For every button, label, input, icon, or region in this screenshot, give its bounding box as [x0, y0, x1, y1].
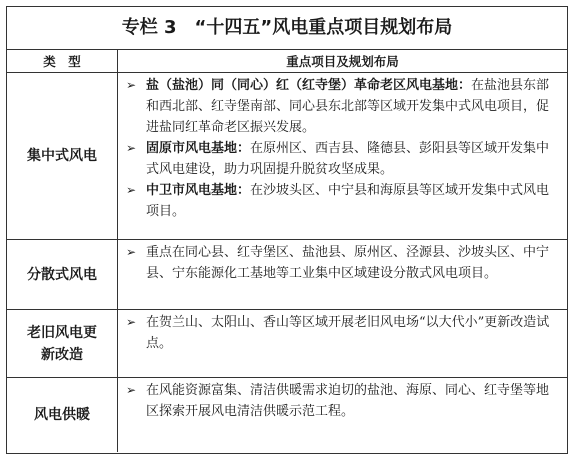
row-type-label: 老旧风电更新改造	[7, 310, 118, 378]
row-type-label: 风电供暖	[7, 378, 118, 452]
arrow-bullet-icon: ➢	[126, 245, 137, 259]
column-header-type: 类 型	[7, 50, 118, 73]
list-item	[124, 242, 561, 284]
row-type-label: 集中式风电	[7, 73, 118, 240]
item-heading: 固原市风电基地：	[146, 141, 251, 156]
table-row-centralized	[7, 73, 567, 240]
arrow-bullet-icon: ➢	[126, 383, 137, 397]
table-row-distributed	[7, 240, 567, 310]
item-text: 重点在同心县、红寺堡区、盐池县、原州区、泾源县、沙坡头区、中宁县、宁东能源化工基地等工业集中区域建设分散式风电项目。	[146, 245, 550, 281]
item-text: 在原州区、西吉县、隆德县、彭阳县等区域开发集中式风电建设，助力巩固提升脱贫攻坚成果。	[146, 141, 550, 177]
panel-title: 专栏 3 “十四五”风电重点项目规划布局	[7, 7, 567, 50]
table-header-row	[7, 50, 567, 73]
item-text: 在风能资源富集、清洁供暖需求迫切的盐池、海原、同心、红寺堡等地区探索开展风电清洁供暖示范工程。	[146, 383, 550, 419]
column-header-content: 重点项目及规划布局	[118, 50, 568, 73]
list-item	[124, 180, 561, 222]
arrow-bullet-icon: ➢	[126, 315, 137, 329]
item-text: 在盐池县东部和西北部、红寺堡南部、同心县东北部等区域开发集中式风电项目，促进盐同红革命老区振兴发展。	[146, 78, 550, 135]
arrow-bullet-icon: ➢	[126, 183, 137, 197]
row-type-label: 分散式风电	[7, 240, 118, 310]
project-table	[7, 50, 567, 452]
list-item	[124, 312, 561, 354]
arrow-bullet-icon: ➢	[126, 78, 137, 92]
item-heading: 盐（盐池）同（同心）红（红寺堡）革命老区风电基地：	[146, 78, 472, 93]
list-item	[124, 75, 561, 138]
arrow-bullet-icon: ➢	[126, 141, 137, 155]
table-row-repowering	[7, 310, 567, 378]
item-heading: 中卫市风电基地：	[146, 183, 251, 198]
row-content	[118, 310, 568, 378]
list-item	[124, 138, 561, 180]
item-text: 在贺兰山、太阳山、香山等区域开展老旧风电场“以大代小”更新改造试点。	[146, 315, 550, 351]
item-text: 在沙坡头区、中宁县和海原县等区域开发集中式风电项目。	[146, 183, 550, 219]
table-row-heating	[7, 378, 567, 452]
project-layout-panel	[6, 6, 568, 454]
row-content	[118, 378, 568, 452]
row-content	[118, 73, 568, 240]
row-content	[118, 240, 568, 310]
list-item	[124, 380, 561, 422]
